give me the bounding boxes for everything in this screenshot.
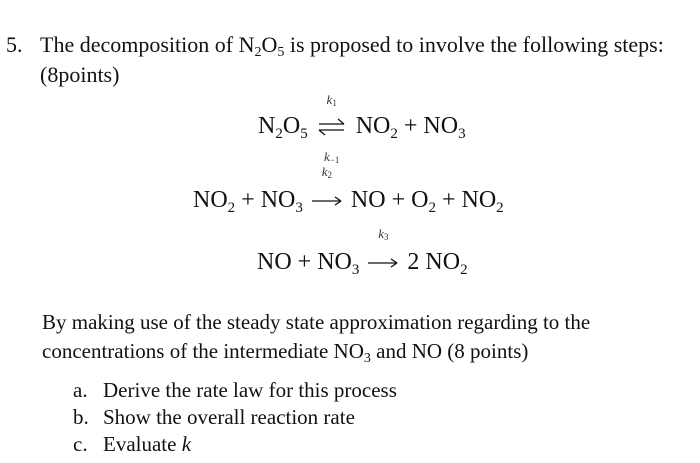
- eq2-plus-3: +: [441, 187, 456, 213]
- forward-arrow-2: [365, 226, 401, 277]
- forward-arrow-icon: [365, 249, 401, 277]
- eq3-reactant-1: NO: [257, 249, 292, 275]
- eq2-reactant-2: $NO_3$: [260, 187, 303, 216]
- eq2-product-2: $O_2$: [411, 187, 436, 216]
- rate-constant-k2: $k_2$: [321, 164, 333, 181]
- eq2-product-3: $NO_2$: [461, 187, 504, 216]
- eq3-plus: +: [297, 249, 312, 275]
- task-c: [73, 431, 191, 457]
- eq3-reactant-2: $NO_3$: [317, 249, 360, 278]
- eq2-reactant-1: $NO_2$: [193, 187, 236, 216]
- equation-2: [193, 164, 504, 216]
- eq2-plus-1: +: [241, 187, 255, 213]
- instruction-line-1: By making use of the steady state approximation regarding to the: [42, 310, 591, 334]
- question-points: (8points): [40, 62, 120, 87]
- rate-constant-k3: $k_3$: [378, 226, 389, 243]
- task-marker: c.: [73, 432, 88, 456]
- eq1-product-2: $NO_3$: [423, 113, 466, 142]
- task-marker: b.: [73, 405, 89, 429]
- forward-arrow-icon: [309, 187, 345, 215]
- task-marker: a.: [73, 378, 88, 402]
- equation-3: [257, 226, 468, 278]
- question-intro: [40, 32, 664, 58]
- eq1-plus: +: [403, 113, 418, 139]
- task-text: Show the overall reaction rate: [103, 405, 355, 429]
- equation-1: [258, 92, 466, 166]
- eq2-product-1: NO: [350, 187, 386, 213]
- eq2-plus-2: +: [391, 187, 406, 213]
- task-text: Derive the rate law for this process: [103, 378, 397, 402]
- intro-o: O: [261, 32, 278, 57]
- equilibrium-arrow: [314, 92, 350, 166]
- task-b: [73, 404, 355, 430]
- task-a: [73, 377, 397, 403]
- equilibrium-arrow-icon: [314, 113, 350, 141]
- task-text: Evaluate: [103, 432, 182, 456]
- instruction-line-2: concentrations of the intermediate $NO_3$ and NO (8 points): [42, 339, 529, 366]
- eq3-product: 2 $NO_2$: [407, 249, 468, 278]
- intro-sub-2: 2: [254, 45, 262, 60]
- task-k-symbol: k: [181, 432, 192, 456]
- eq1-reactant: $N_2O_5$: [258, 113, 308, 142]
- forward-arrow: [309, 164, 345, 215]
- rate-constant-k1: $k_1$: [326, 92, 337, 109]
- rate-constant-k-minus-1: $k_{-1}$: [324, 149, 340, 166]
- intro-suffix: is proposed to involve the following steps:: [284, 32, 664, 57]
- question-number: 5.: [6, 32, 23, 57]
- intro-sub-5: 5: [277, 45, 285, 60]
- eq1-product-1: $NO_2$: [355, 113, 398, 142]
- intro-prefix: The decomposition of N: [40, 32, 255, 57]
